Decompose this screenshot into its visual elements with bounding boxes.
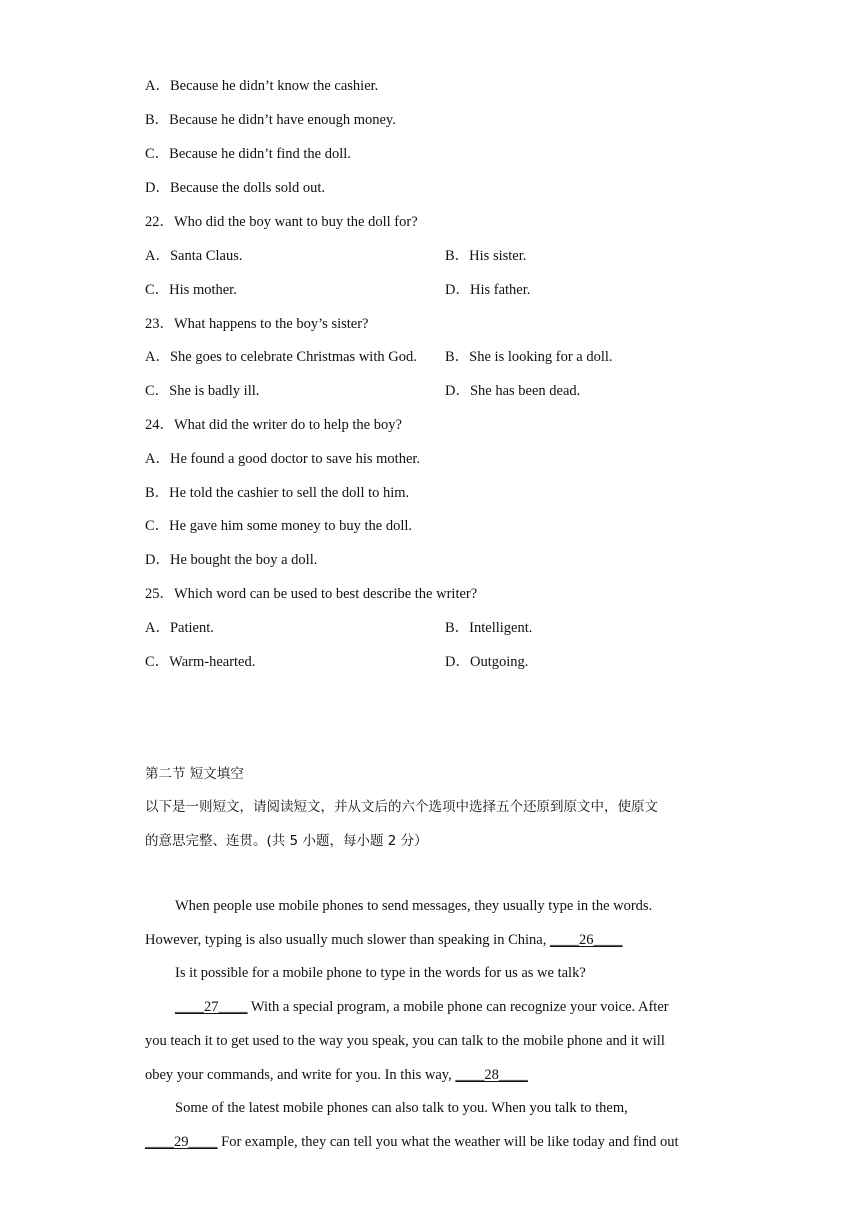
q23-option-c: C．She is badly ill. — [145, 383, 260, 399]
passage-line: Is it possible for a mobile phone to type in the words for us as we talk? — [175, 965, 586, 981]
q21-option-b: B．Because he didn’t have enough money. — [145, 112, 396, 128]
q25-stem: 25．Which word can be used to best describe the writer? — [145, 586, 478, 602]
passage-line: you teach it to get used to the way you speak, you can talk to the mobile phone and it will — [145, 1033, 665, 1049]
blank-26: ____26____ — [549, 932, 623, 948]
passage-line: Some of the latest mobile phones can also talk to you. When you talk to them, — [175, 1100, 628, 1116]
passage-line: When people use mobile phones to send messages, they usually type in the words. — [175, 898, 653, 914]
q22-option-c: C．His mother. — [145, 282, 237, 298]
q23-option-d: D．She has been dead. — [445, 383, 581, 399]
section-title: 第二节 短文填空 — [145, 766, 244, 782]
q24-option-b: B．He told the cashier to sell the doll to him. — [145, 485, 410, 501]
q22-option-b: B．His sister. — [445, 248, 527, 264]
passage-line — [145, 1134, 679, 1151]
blank-27: ____27____ — [175, 999, 248, 1015]
q24-option-d: D．He bought the boy a doll. — [145, 552, 318, 568]
q22-option-a: A．Santa Claus. — [145, 248, 243, 264]
passage-text: obey your commands, and write for you. In this way, — [145, 1067, 456, 1083]
passage-line — [175, 999, 669, 1016]
q25-option-a: A．Patient. — [145, 620, 214, 636]
passage-text: However, typing is also usually much slower than speaking in China, — [145, 932, 550, 948]
q23-option-a: A．She goes to celebrate Christmas with God. — [145, 349, 417, 365]
q24-option-c: C．He gave him some money to buy the doll. — [145, 518, 413, 534]
blank-29: ____29____ — [145, 1134, 218, 1150]
q22-option-d: D．His father. — [445, 282, 531, 298]
passage-line — [145, 1067, 528, 1084]
q24-option-a: A．He found a good doctor to save his mother. — [145, 451, 421, 467]
q23-option-b: B．She is looking for a doll. — [445, 349, 613, 365]
passage-text: With a special program, a mobile phone can recognize your voice. After — [247, 999, 669, 1015]
q24-stem: 24．What did the writer do to help the boy? — [145, 417, 402, 433]
instruction-line-1: 以下是一则短文，请阅读短文，并从文后的六个选项中选择五个还原到原文中，使原文 — [145, 799, 658, 815]
passage-text: For example, they can tell you what the weather will be like today and find out — [217, 1134, 679, 1150]
q25-option-c: C．Warm-hearted. — [145, 654, 256, 670]
blank-28: ____28____ — [455, 1067, 528, 1083]
q21-option-c: C．Because he didn’t find the doll. — [145, 146, 351, 162]
q25-option-b: B．Intelligent. — [445, 620, 533, 636]
q23-stem: 23．What happens to the boy’s sister? — [145, 316, 369, 332]
passage-line — [145, 932, 622, 949]
q21-option-d: D．Because the dolls sold out. — [145, 180, 326, 196]
q21-option-a: A．Because he didn’t know the cashier. — [145, 78, 379, 94]
q22-stem: 22．Who did the boy want to buy the doll for? — [145, 214, 418, 230]
q25-option-d: D．Outgoing. — [445, 654, 529, 670]
instruction-line-2: 的意思完整、连贯。(共 5 小题，每小题 2 分） — [145, 833, 428, 849]
